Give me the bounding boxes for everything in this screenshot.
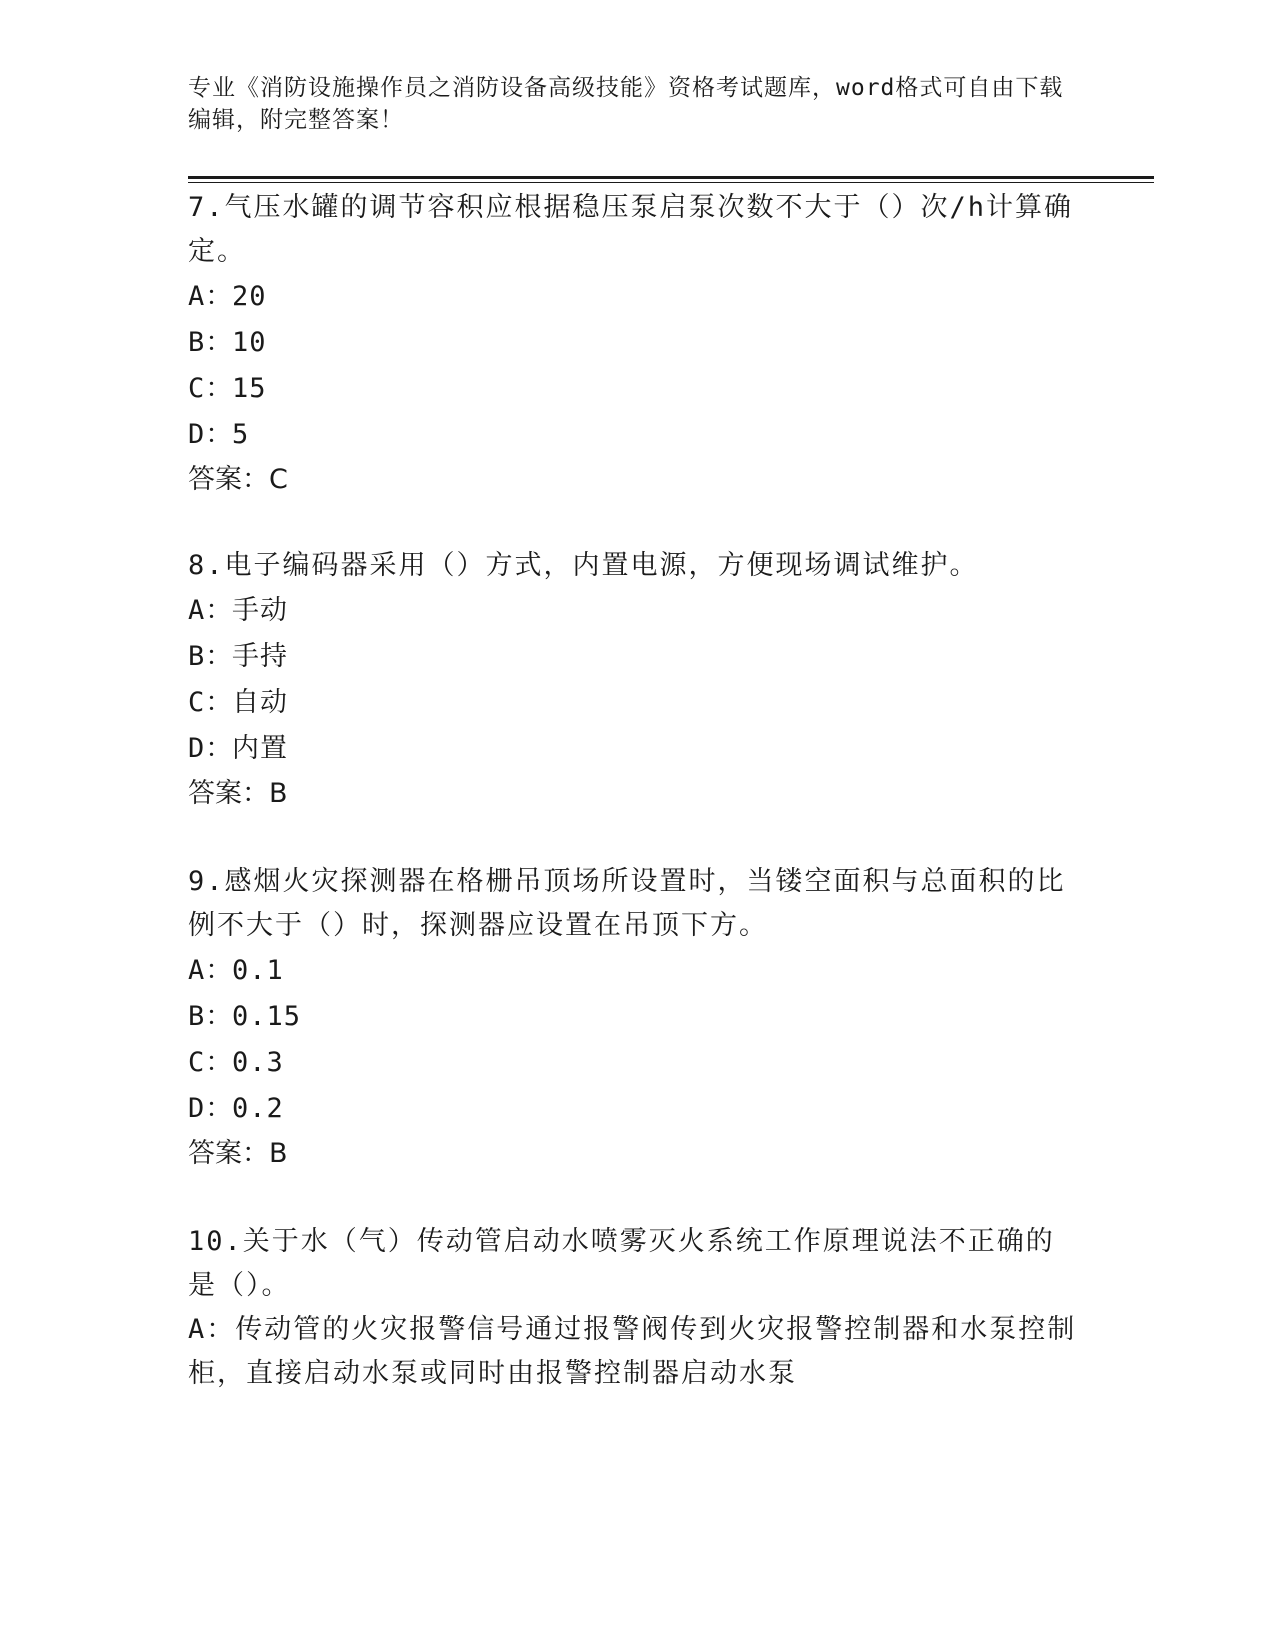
question-stem: 9.感烟火灾探测器在格栅吊顶场所设置时，当镂空面积与总面积的比例不大于（）时，探测器应设置在吊顶下方。 [188, 866, 1066, 941]
header-divider-thin [188, 182, 1154, 183]
option-key: B： [188, 641, 234, 672]
header-divider-thick [188, 176, 1154, 179]
question-8 [188, 544, 1078, 816]
option-d [188, 1086, 1078, 1132]
question-7 [188, 186, 1078, 502]
option-key: A： [188, 955, 234, 986]
option-text: 10 [232, 327, 267, 358]
option-b [188, 994, 1078, 1040]
option-b [188, 320, 1078, 366]
option-text: 5 [232, 419, 250, 450]
question-stem: 7.气压水罐的调节容积应根据稳压泵启泵次数不大于（）次/h计算确定。 [188, 192, 1074, 267]
option-a [188, 588, 1078, 634]
option-c [188, 366, 1078, 412]
answer: 答案：B [188, 778, 288, 809]
document-header: 专业《消防设施操作员之消防设备高级技能》资格考试题库，word格式可自由下载编辑，附完整答案！ [188, 75, 1064, 133]
option-a [188, 274, 1078, 320]
option-text: 0.15 [232, 1001, 302, 1032]
option-text: 手动 [232, 595, 288, 626]
option-key: B： [188, 1001, 234, 1032]
option-text: 手持 [232, 641, 288, 672]
question-10 [188, 1220, 1078, 1396]
option-text: 传动管的火灾报警信号通过报警阀传到火灾报警控制器和水泵控制柜，直接启动水泵或同时由报警控制器启动水泵 [188, 1314, 1077, 1389]
option-key: D： [188, 1093, 234, 1124]
option-a [188, 1308, 1078, 1396]
option-key: B： [188, 327, 234, 358]
option-c [188, 1040, 1078, 1086]
option-text: 内置 [232, 733, 288, 764]
option-key: A： [188, 595, 234, 626]
option-a [188, 948, 1078, 994]
answer: 答案：B [188, 1138, 288, 1169]
option-text: 0.3 [232, 1047, 284, 1078]
option-key: A： [188, 281, 234, 312]
option-key: D： [188, 733, 234, 764]
option-d [188, 726, 1078, 772]
option-key: C： [188, 687, 234, 718]
answer: 答案：C [188, 464, 288, 495]
option-c [188, 680, 1078, 726]
option-text: 0.1 [232, 955, 284, 986]
option-d [188, 412, 1078, 458]
option-text: 自动 [232, 687, 288, 718]
option-text: 0.2 [232, 1093, 284, 1124]
question-stem: 10.关于水（气）传动管启动水喷雾灭火系统工作原理说法不正确的是（）。 [188, 1226, 1055, 1301]
question-9 [188, 860, 1078, 1176]
option-key: C： [188, 1047, 234, 1078]
option-key: C： [188, 373, 234, 404]
option-key: D： [188, 419, 234, 450]
option-text: 15 [232, 373, 267, 404]
option-text: 20 [232, 281, 267, 312]
option-key: A： [188, 1314, 236, 1345]
option-b [188, 634, 1078, 680]
question-stem: 8.电子编码器采用（）方式，内置电源，方便现场调试维护。 [188, 550, 979, 581]
